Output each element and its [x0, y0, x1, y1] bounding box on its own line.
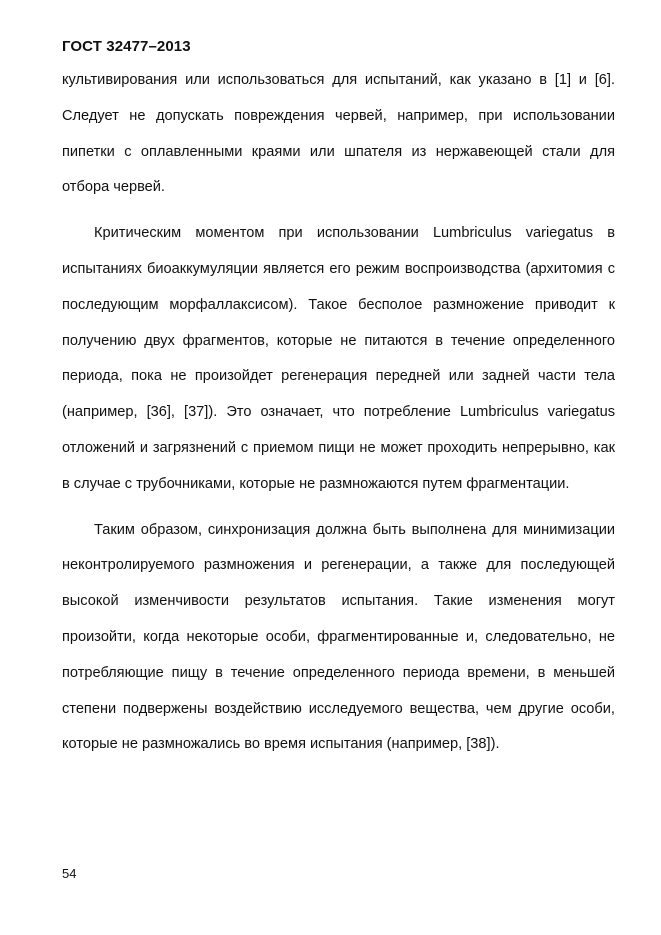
paragraph-synchronization: Таким образом, синхронизация должна быть выполнена для минимизации неконтролируемого размножения и регенерации, а также для последующей высокой изменчивости результатов испытания. Такие изменения могут произойти, когда некоторые особи, фрагментированные и, следовательно, не потребляющие пищу в течение определенного периода времени, в меньшей степени подвержены воздействию исследуемого вещества, чем другие особи, которые не размножались во время испытания (например, [38]).: [62, 521, 615, 753]
document-body: [62, 63, 615, 763]
paragraph-continuation: культивирования или использоваться для испытаний, как указано в [1] и [6]. Следует не допускать повреждения червей, например, при использовании пипетки с оплавленными краями или шпателя из нержавеющей стали для отбора червей.: [62, 72, 615, 196]
page-number: 54: [62, 866, 77, 881]
paragraph-reproduction-mode: Критическим моментом при использовании Lumbriculus variegatus в испытаниях биоаккумуляции является его режим воспроизводства (архитомия с последующим морфаллаксисом). Такое бесполое размножение приводит к получению двух фрагментов, которые не питаются в течение определенного периода, пока не произойдет регенерация передней или задней части тела (например, [36], [37]). Это означает, что потребление Lumbriculus variegatus отложений и загрязнений с приемом пищи не может проходить непрерывно, как в случае с трубочниками, которые не размножаются путем фрагментации.: [62, 225, 615, 492]
document-header: ГОСТ 32477–2013: [62, 38, 191, 55]
